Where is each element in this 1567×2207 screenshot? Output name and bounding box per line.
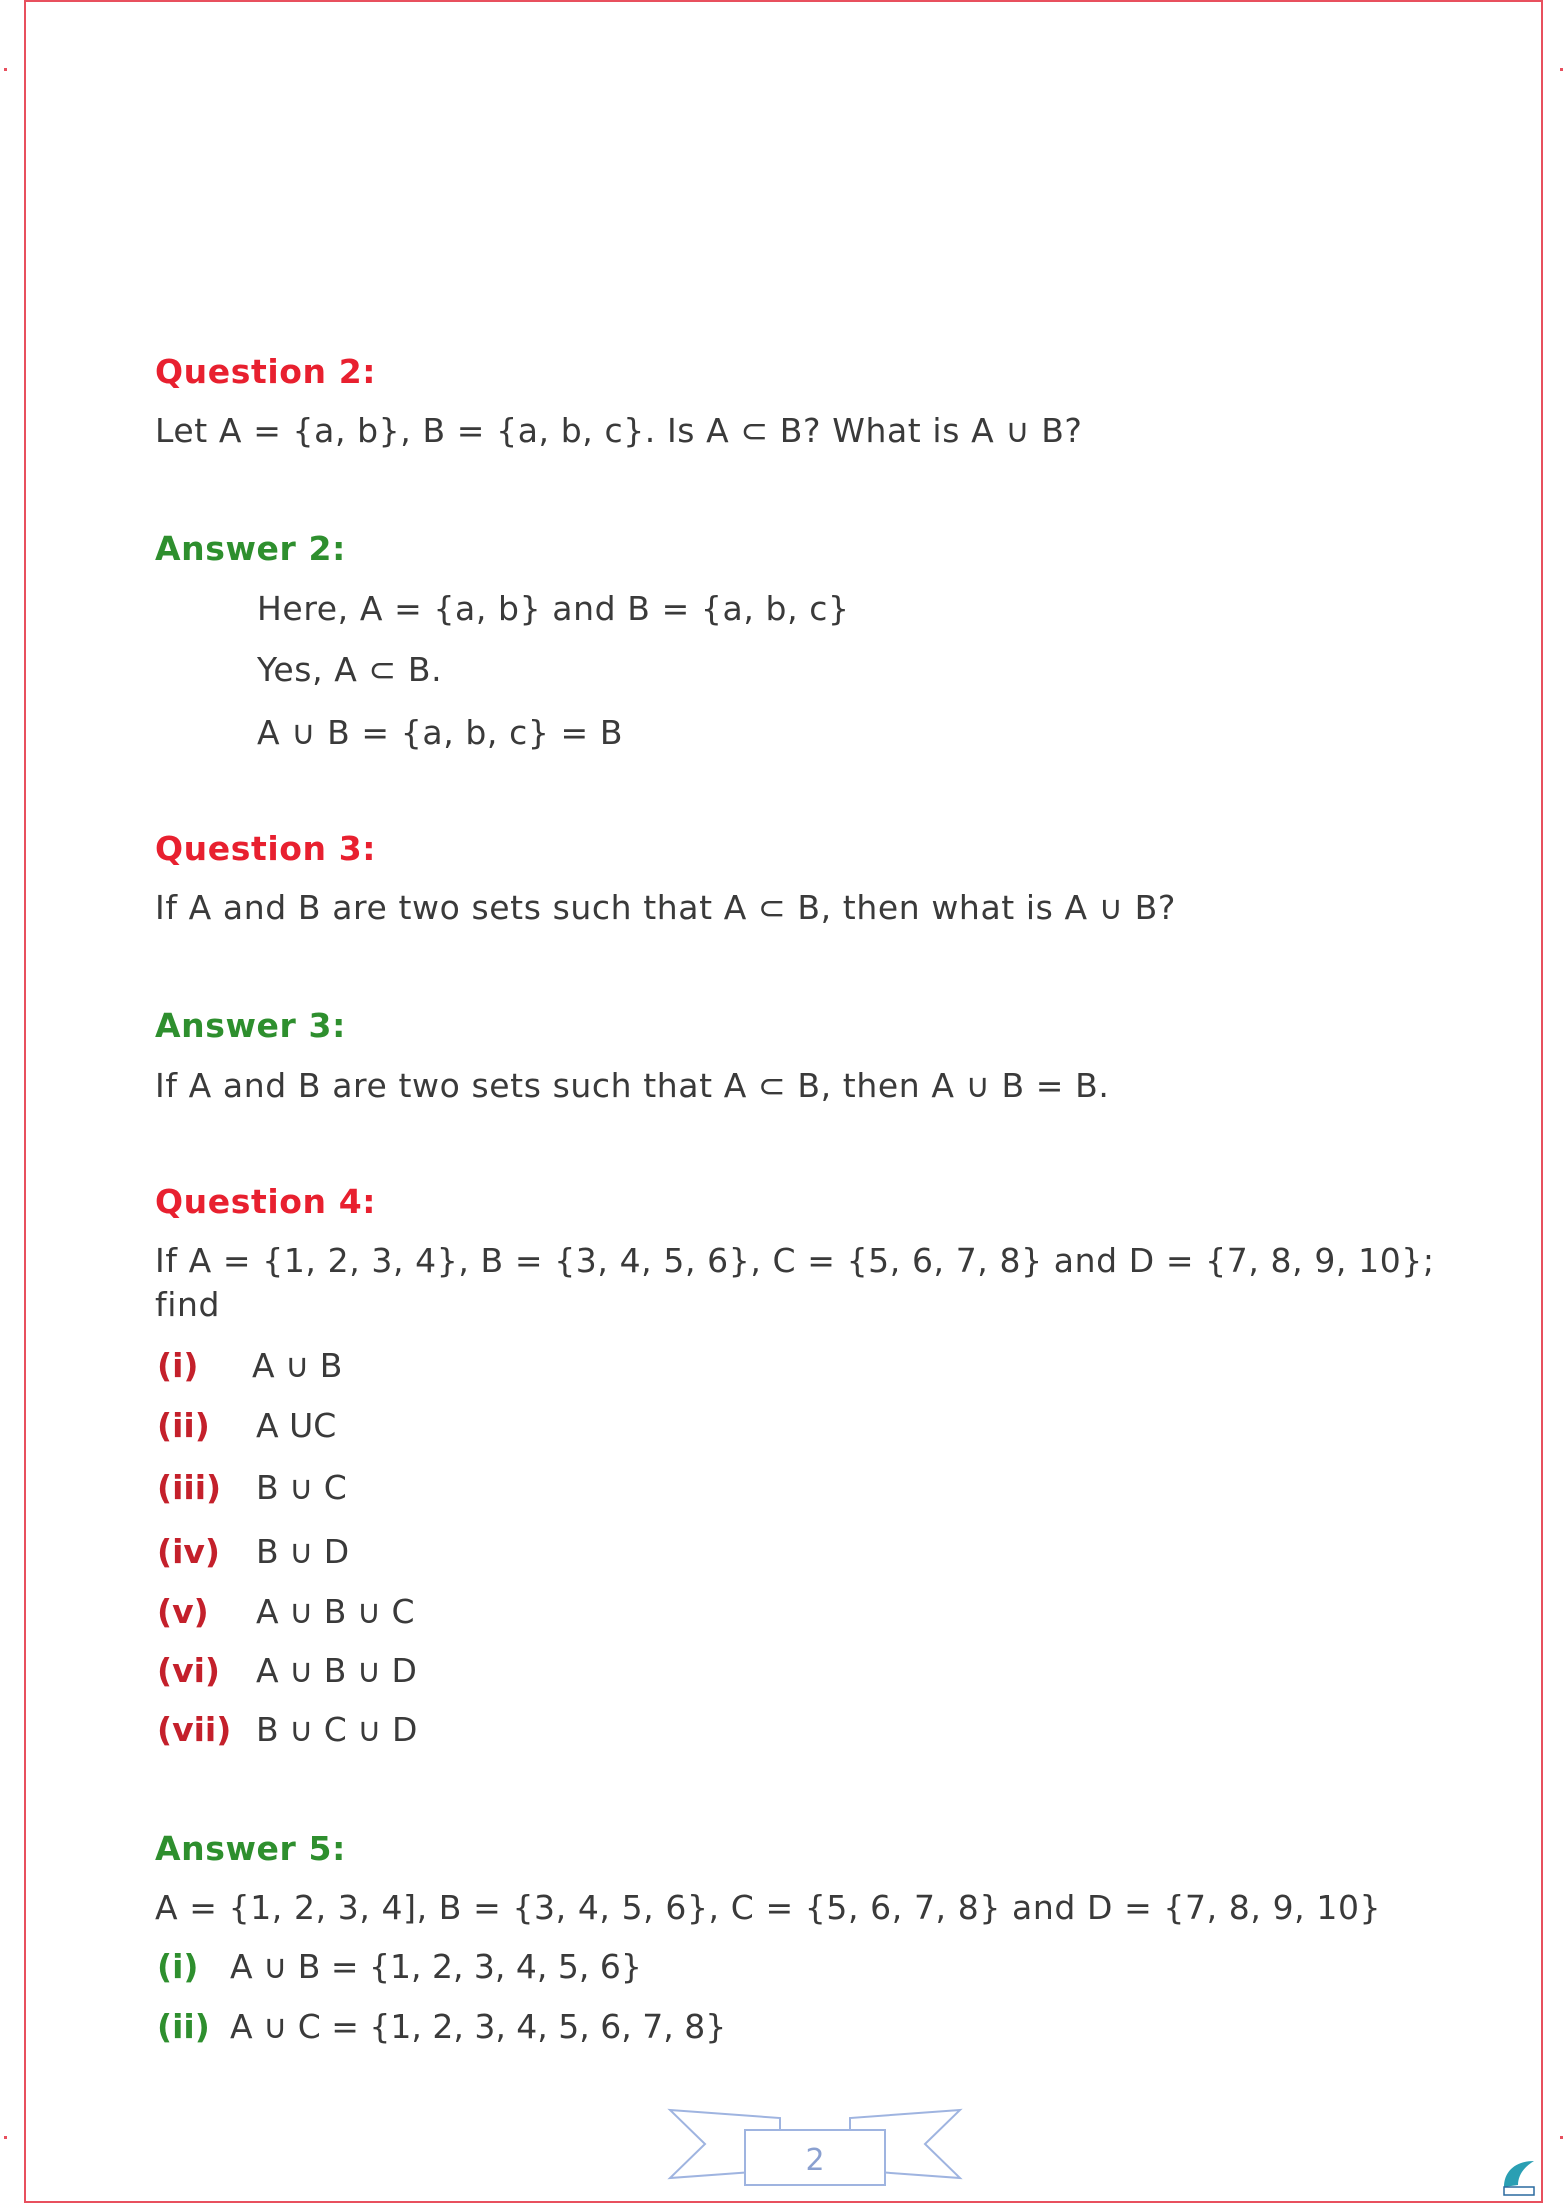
answer-3-title: Answer 3: <box>155 1006 346 1045</box>
list-item-number: (i) <box>157 1346 199 1385</box>
margin-mark <box>1560 68 1563 71</box>
answer-2-title: Answer 2: <box>155 529 346 568</box>
page-number: 2 <box>805 2143 825 2178</box>
margin-mark <box>1560 2136 1563 2139</box>
list-item-expression: A ∪ B <box>252 1346 343 1385</box>
list-item-number: (i) <box>157 1947 199 1986</box>
list-item-number: (v) <box>157 1592 209 1631</box>
list-item-expression: B ∪ C <box>256 1468 347 1507</box>
list-item-number: (vi) <box>157 1651 220 1690</box>
question-4-text: If A = {1, 2, 3, 4}, B = {3, 4, 5, 6}, C = {5, 6, 7, 8} and D = {7, 8, 9, 10}; <box>155 1241 1435 1280</box>
list-item-number: (iii) <box>157 1468 222 1507</box>
question-2-text: Let A = {a, b}, B = {a, b, c}. Is A ⊂ B? What is A ∪ B? <box>155 411 1083 450</box>
list-item-expression: A ∪ C = {1, 2, 3, 4, 5, 6, 7, 8} <box>230 2007 727 2046</box>
answer-2-line: Here, A = {a, b} and B = {a, b, c} <box>257 589 850 628</box>
question-2-title: Question 2: <box>155 352 377 391</box>
list-item-number: (iv) <box>157 1532 220 1571</box>
question-3-text: If A and B are two sets such that A ⊂ B, then what is A ∪ B? <box>155 888 1177 927</box>
question-4-text-cont: find <box>155 1285 221 1324</box>
list-item-expression: A ∪ B = {1, 2, 3, 4, 5, 6} <box>230 1947 642 1986</box>
answer-5-title: Answer 5: <box>155 1829 346 1868</box>
question-4-title: Question 4: <box>155 1182 377 1221</box>
list-item-expression: A ∪ B ∪ D <box>256 1651 417 1690</box>
publisher-logo <box>1498 2157 1540 2199</box>
answer-2-line: Yes, A ⊂ B. <box>257 650 443 689</box>
list-item-number: (ii) <box>157 1406 210 1445</box>
list-item-number: (vii) <box>157 1710 232 1749</box>
list-item-expression: A UC <box>256 1406 337 1445</box>
margin-mark <box>4 2136 7 2139</box>
question-3-title: Question 3: <box>155 829 377 868</box>
list-item-expression: B ∪ D <box>256 1532 350 1571</box>
list-item-expression: A ∪ B ∪ C <box>256 1592 415 1631</box>
list-item-expression: B ∪ C ∪ D <box>256 1710 418 1749</box>
answer-3-text: If A and B are two sets such that A ⊂ B, then A ∪ B = B. <box>155 1066 1110 1105</box>
margin-mark <box>4 68 7 71</box>
answer-5-text: A = {1, 2, 3, 4], B = {3, 4, 5, 6}, C = {5, 6, 7, 8} and D = {7, 8, 9, 10} <box>155 1888 1382 1927</box>
answer-2-line: A ∪ B = {a, b, c} = B <box>257 713 624 752</box>
list-item-number: (ii) <box>157 2007 210 2046</box>
